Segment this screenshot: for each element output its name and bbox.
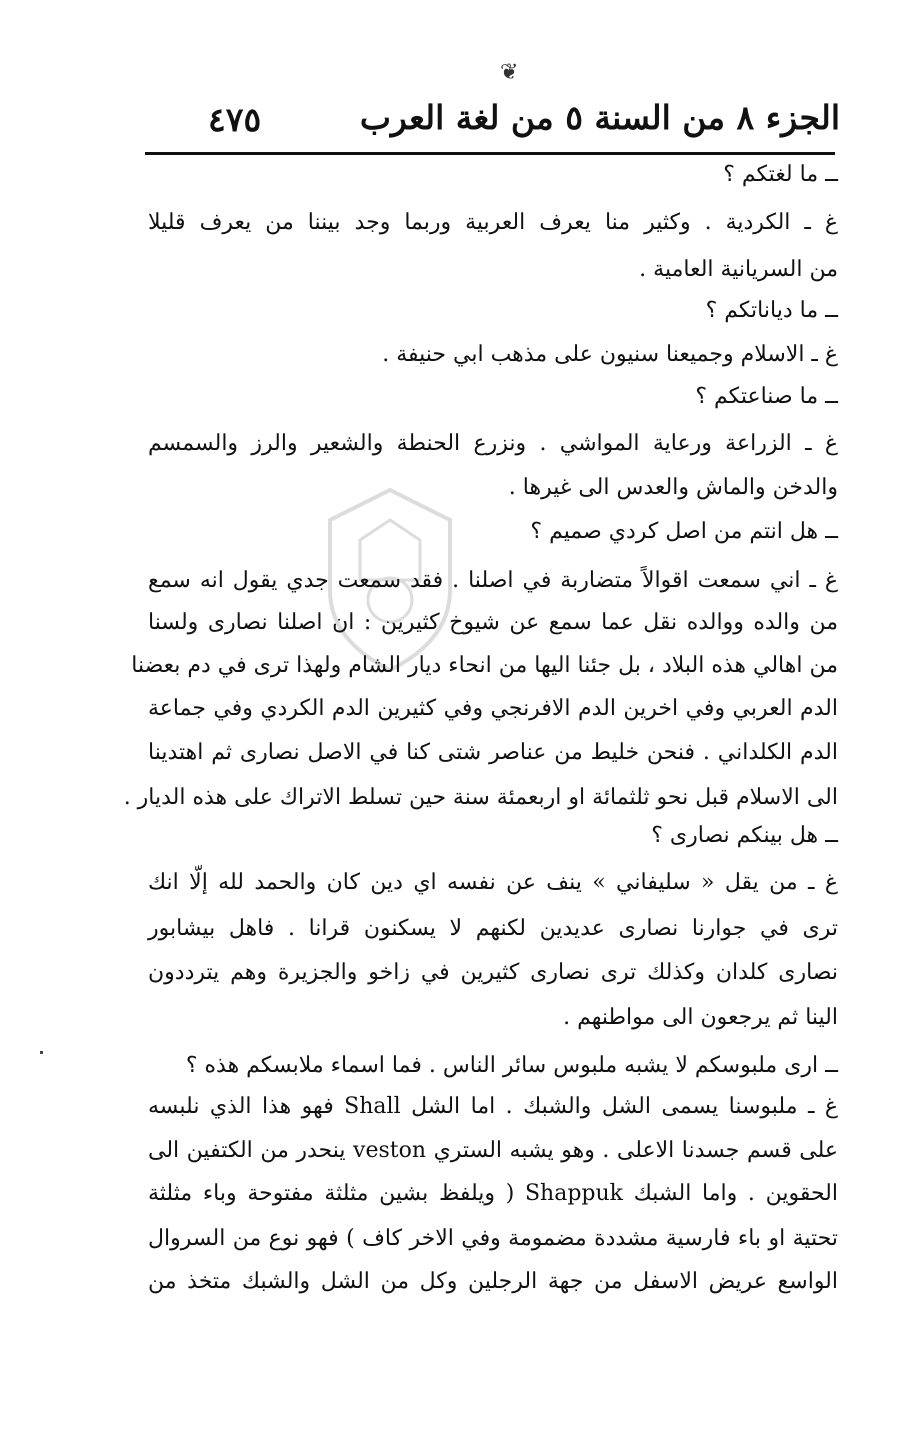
text-line: الحقوين . واما الشبك Shappuk ( ويلفظ بشين مثلثة مفتوحة وباء مثلثة xyxy=(148,1181,838,1206)
text-line: الينا ثم يرجعون الى مواطنهم . xyxy=(563,1005,838,1030)
text-line: تحتية او باء فارسية مشددة مضمومة وفي الاخر كاف ) فهو نوع من السروال xyxy=(148,1226,838,1251)
text-line: نصارى كلدان وكذلك ترى نصارى كثيرين في زاخو والجزيرة وهم يترددون xyxy=(148,960,838,985)
text-line: ــ ما صناعتكم ؟ xyxy=(695,384,838,409)
scan-speck xyxy=(40,1051,43,1054)
text-line: غ ـ الكردية . وكثير منا يعرف العربية وربما وجد بيننا من يعرف قليلا xyxy=(148,210,838,235)
header-ornament: ❦ xyxy=(500,60,519,85)
text-line: ــ ارى ملبوسكم لا يشبه ملبوس سائر الناس . فما اسماء ملابسكم هذه ؟ xyxy=(185,1053,838,1078)
text-line: غ ـ الزراعة ورعاية المواشي . ونزرع الحنطة والشعير والرز والسمسم xyxy=(148,431,838,456)
text-line: الدم الكلداني . فنحن خليط من عناصر شتى كنا في الاصل نصارى ثم اهتدينا xyxy=(148,740,838,765)
page-header xyxy=(140,88,840,158)
page-number: ٤٧٥ xyxy=(208,100,262,139)
header-rule xyxy=(145,152,835,155)
text-line: غ ـ ملبوسنا يسمى الشل والشبك . اما الشل Shall فهو هذا الذي نلبسه xyxy=(148,1094,838,1119)
text-line: الى الاسلام قبل نحو ثلثمائة او اربعمئة سنة حين تسلط الاتراك على هذه الديار . xyxy=(123,785,838,810)
text-line: من السريانية العامية . xyxy=(639,257,838,282)
text-line: الدم العربي وفي اخرين الدم الافرنجي وفي كثيرين الدم الكردي وفي جماعة xyxy=(148,696,838,721)
text-line: ــ هل بينكم نصارى ؟ xyxy=(651,823,838,848)
text-line: ــ ما لغتكم ؟ xyxy=(723,162,838,187)
text-line: غ ـ الاسلام وجميعنا سنيون على مذهب ابي حنيفة . xyxy=(382,342,838,367)
text-line: من والده ووالده نقل عما سمع عن شيوخ كثيرين : ان اصلنا نصارى ولسنا xyxy=(148,610,838,635)
running-title: الجزء ٨ من السنة ٥ من لغة العرب xyxy=(359,98,840,137)
text-line: الواسع عريض الاسفل من جهة الرجلين وكل من الشل والشبك متخذ من xyxy=(148,1269,838,1294)
text-line: من اهالي هذه البلاد ، بل جئنا اليها من انحاء ديار الشام ولهذا ترى في دم بعضنا xyxy=(131,653,838,678)
text-line: على قسم جسدنا الاعلى . وهو يشبه الستري veston ينحدر من الكتفين الى xyxy=(148,1138,838,1163)
text-line: غ ـ اني سمعت اقوالاً متضاربة في اصلنا . فقد سمعت جدي يقول انه سمع xyxy=(148,568,838,593)
text-line: ــ هل انتم من اصل كردي صميم ؟ xyxy=(530,519,838,544)
text-line: والدخن والماش والعدس الى غيرها . xyxy=(508,475,838,500)
text-line: ــ ما دياناتكم ؟ xyxy=(705,298,838,323)
text-line: ترى في جوارنا نصارى عديدين لكنهم لا يسكنون قرانا . فاهل بيشابور xyxy=(148,916,838,941)
text-line: غ ـ من يقل « سليفاني » ينف عن نفسه اي دين كان والحمد لله إلّا انك xyxy=(148,870,838,895)
